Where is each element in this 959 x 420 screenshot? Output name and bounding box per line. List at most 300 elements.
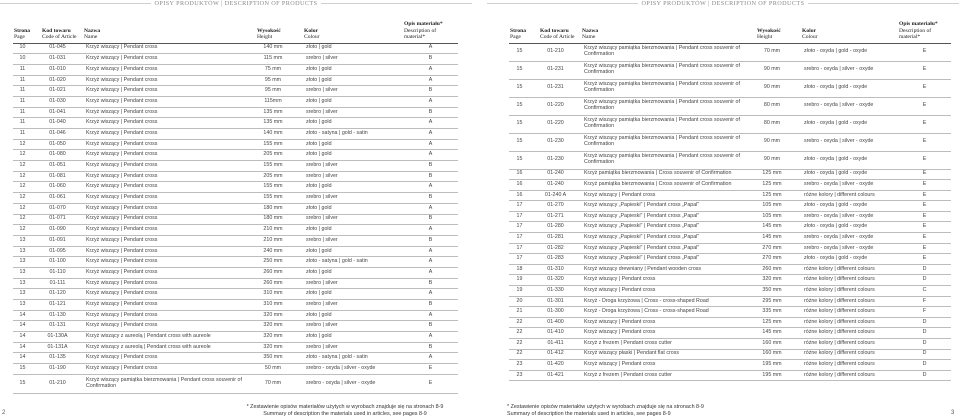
- row-code: 01-281: [530, 233, 581, 244]
- row-page: 22: [509, 349, 530, 360]
- row-height: 320 mm: [743, 275, 801, 286]
- table-header-row: [13, 21, 458, 43]
- row-height: 195 mm: [743, 370, 801, 381]
- row-page: 18: [509, 264, 530, 275]
- row-material: D: [898, 339, 951, 350]
- row-name: Krzyż wiszący pamiątka bierzmowania | Pendant cross souvenir of Confirmation: [581, 97, 743, 115]
- row-code: 01-110: [32, 267, 83, 278]
- row-material: B: [403, 54, 458, 65]
- row-name: Krzyż wiszący | Pendant cross: [83, 225, 243, 236]
- row-colour: różne kolory | different colours: [801, 317, 898, 328]
- row-colour: srebro | silver: [303, 86, 403, 97]
- row-name: Krzyż wiszący | Pendant cross: [83, 278, 243, 289]
- row-name: Krzyż wiszący „Papieski" | Pendant cross „Papal": [581, 201, 743, 212]
- row-height: 135 mm: [243, 107, 303, 118]
- row-page: 23: [509, 360, 530, 371]
- row-page: 21: [509, 307, 530, 318]
- row-page: 13: [13, 267, 32, 278]
- row-page: 23: [509, 370, 530, 381]
- row-page: 19: [509, 275, 530, 286]
- row-colour: srebro | silver: [303, 214, 403, 225]
- row-height: 145 mm: [743, 222, 801, 233]
- row-colour: srebro - oxyda | silver - oxyde: [303, 374, 403, 393]
- row-material: D: [898, 360, 951, 371]
- row-material: E: [898, 169, 951, 180]
- header-title: OPISY PRODUKTÓW | DESCRIPTION OF PRODUCTS: [641, 0, 805, 7]
- row-page: 14: [13, 310, 32, 321]
- row-page: 15: [509, 43, 530, 61]
- table-row: [509, 360, 951, 371]
- table-row: [13, 203, 458, 214]
- row-height: 135 mm: [243, 118, 303, 129]
- row-page: 11: [13, 75, 32, 86]
- table-row: [509, 286, 951, 297]
- row-height: 80 mm: [743, 115, 801, 133]
- row-code: 01-120: [32, 289, 83, 300]
- footnote-line-pl: * Zestawienie opisów materiałów użytych w wyrobach znajduje się na stronach 8-9: [507, 404, 704, 410]
- table-row: [13, 267, 458, 278]
- table-row: [509, 201, 951, 212]
- row-colour: złoto | gold: [303, 246, 403, 257]
- table-row: [13, 300, 458, 311]
- row-height: 160 mm: [743, 339, 801, 350]
- row-code: 01-135: [32, 353, 83, 364]
- row-material: E: [898, 79, 951, 97]
- row-material: A: [403, 182, 458, 193]
- col-page-header: Strona Page: [510, 27, 527, 40]
- row-material: A: [403, 64, 458, 75]
- row-height: 95 mm: [243, 86, 303, 97]
- row-name: Krzyż wiszący pamiątka bierzmowania | Pendant cross souvenir of Confirmation: [581, 43, 743, 61]
- row-page: 15: [509, 151, 530, 169]
- row-page: 19: [509, 286, 530, 297]
- row-code: 01-111: [32, 278, 83, 289]
- row-page: 17: [509, 211, 530, 222]
- row-name: Krzyż wiszący | Pendant cross: [83, 171, 243, 182]
- row-material: E: [898, 222, 951, 233]
- row-page: 15: [509, 133, 530, 151]
- table-row: [13, 332, 458, 343]
- row-code: 01-010: [32, 64, 83, 75]
- row-height: 205 mm: [243, 150, 303, 161]
- row-colour: srebro | silver: [303, 107, 403, 118]
- row-height: 310 mm: [243, 289, 303, 300]
- header-rule: [808, 3, 959, 4]
- row-height: 90 mm: [743, 151, 801, 169]
- row-name: Krzyż wiszący | Pendant cross: [83, 364, 243, 375]
- footnote: [210, 404, 480, 417]
- table-row: [509, 180, 951, 191]
- row-code: 01-081: [32, 171, 83, 182]
- row-page: 15: [509, 61, 530, 79]
- row-material: A: [403, 118, 458, 129]
- table-row: [509, 307, 951, 318]
- row-height: 115 mm: [243, 54, 303, 65]
- table-row: [13, 342, 458, 353]
- row-height: 155 mm: [243, 139, 303, 150]
- row-name: Krzyż wiszący | Pendant cross: [83, 43, 243, 54]
- row-name: Krzyż wiszący pamiątka bierzmowania | Pendant cross souvenir of Confirmation: [581, 61, 743, 79]
- row-name: Krzyż wiszący | Pendant cross: [83, 203, 243, 214]
- row-height: 295 mm: [743, 296, 801, 307]
- row-code: 01-231: [530, 79, 581, 97]
- row-name: Krzyż wiszący pamiątka bierzmowania | Pendant cross souvenir of Confirmation: [581, 151, 743, 169]
- row-code: 01-095: [32, 246, 83, 257]
- row-page: 16: [509, 169, 530, 180]
- row-height: 125 mm: [743, 180, 801, 191]
- row-page: 11: [13, 96, 32, 107]
- table-header-row: [509, 21, 951, 43]
- row-material: E: [898, 211, 951, 222]
- row-material: D: [898, 349, 951, 360]
- col-code-header: Kod towaru Code of Article: [42, 27, 77, 40]
- row-name: Krzyż wiszący drewniany | Pendant wooden cross: [581, 264, 743, 275]
- row-page: 20: [509, 296, 530, 307]
- row-page: 16: [509, 190, 530, 201]
- row-page: 13: [13, 300, 32, 311]
- row-colour: złoto | gold: [303, 267, 403, 278]
- row-code: 01-300: [530, 307, 581, 318]
- table-row: [13, 64, 458, 75]
- row-colour: srebro | silver: [303, 321, 403, 332]
- row-material: E: [898, 115, 951, 133]
- row-code: 01-046: [32, 129, 83, 140]
- row-name: Krzyż wiszący | Pendant cross: [83, 54, 243, 65]
- row-height: 260 mm: [743, 264, 801, 275]
- row-height: 335 mm: [743, 307, 801, 318]
- row-page: 14: [13, 342, 32, 353]
- row-material: E: [898, 133, 951, 151]
- row-code: 01-190: [32, 364, 83, 375]
- row-colour: różne kolory | different colours: [801, 349, 898, 360]
- row-material: F: [898, 307, 951, 318]
- footnote-right: [507, 404, 777, 417]
- row-page: 22: [509, 328, 530, 339]
- row-material: E: [403, 364, 458, 375]
- row-height: 210 mm: [243, 235, 303, 246]
- row-page: 13: [13, 289, 32, 300]
- row-height: 90 mm: [743, 79, 801, 97]
- row-name: Krzyż wiszący | Pendant cross: [83, 246, 243, 257]
- row-colour: srebro | silver: [303, 278, 403, 289]
- row-name: Krzyż wiszący | Pendant cross: [83, 300, 243, 311]
- table-row: [13, 75, 458, 86]
- row-material: D: [898, 328, 951, 339]
- row-name: Krzyż z frezem | Pendant cross cutter: [581, 339, 743, 350]
- row-name: Krzyż wiszący | Pendant cross: [83, 321, 243, 332]
- table-row: [509, 43, 951, 61]
- row-material: A: [403, 257, 458, 268]
- row-colour: złoto - oxyda | gold - oxyde: [801, 79, 898, 97]
- row-material: A: [403, 310, 458, 321]
- row-material: B: [403, 214, 458, 225]
- col-height-header: Wysokość Height: [757, 27, 781, 40]
- table-row: [13, 193, 458, 204]
- row-material: A: [403, 150, 458, 161]
- row-page: 12: [13, 139, 32, 150]
- row-code: 01-411: [530, 339, 581, 350]
- row-height: 70 mm: [743, 43, 801, 61]
- row-name: Krzyż wiszący | Pendant cross: [83, 64, 243, 75]
- row-material: A: [403, 267, 458, 278]
- row-name: Krzyż wiszący | Pendant cross: [581, 275, 743, 286]
- row-height: 140 mm: [243, 129, 303, 140]
- col-material-header: Opis materiału* Description of material*: [404, 21, 443, 40]
- row-code: 01-231: [530, 61, 581, 79]
- row-colour: różne kolory | different colours: [801, 370, 898, 381]
- header-title: OPISY PRODUKTÓW | DESCRIPTION OF PRODUCTS: [154, 0, 318, 7]
- row-colour: srebro | silver: [303, 235, 403, 246]
- row-colour: różne kolory | different colours: [801, 360, 898, 371]
- row-material: A: [403, 246, 458, 257]
- row-code: 01-210: [530, 43, 581, 61]
- row-material: A: [403, 289, 458, 300]
- table-row: [13, 54, 458, 65]
- row-height: 260 mm: [243, 267, 303, 278]
- row-name: Krzyż wiszący | Pendant cross: [83, 214, 243, 225]
- row-code: 01-330: [530, 286, 581, 297]
- row-colour: różne kolory | different colours: [801, 286, 898, 297]
- row-page: 17: [509, 254, 530, 265]
- row-height: 350 mm: [243, 353, 303, 364]
- row-code: 01-320: [530, 275, 581, 286]
- row-colour: srebro - oxyda | silver - oxyde: [801, 243, 898, 254]
- row-height: 155 mm: [243, 161, 303, 172]
- row-colour: srebro - oxyda | silver - oxyde: [801, 180, 898, 191]
- row-colour: srebro - oxyda | silver - oxyde: [801, 61, 898, 79]
- table-row: [13, 278, 458, 289]
- row-code: 01-091: [32, 235, 83, 246]
- row-height: 115mm: [243, 96, 303, 107]
- table-row: [509, 190, 951, 201]
- row-height: 125 mm: [743, 169, 801, 180]
- table-row: [509, 97, 951, 115]
- table-row: [509, 211, 951, 222]
- row-colour: różne kolory | different colours: [801, 190, 898, 201]
- table-row: [13, 118, 458, 129]
- row-code: 01-070: [32, 203, 83, 214]
- row-colour: złoto - oxyda | gold - oxyde: [801, 151, 898, 169]
- row-colour: różne kolory | different colours: [801, 264, 898, 275]
- row-code: 01-061: [32, 193, 83, 204]
- row-code: 01-420: [530, 360, 581, 371]
- row-height: 320 mm: [243, 332, 303, 343]
- row-name: Krzyż wiszący | Pendant cross: [83, 353, 243, 364]
- row-height: 195 mm: [743, 360, 801, 371]
- row-name: Krzyż wiszący pamiątka bierzmowania | Pendant cross souvenir of Confirmation: [581, 115, 743, 133]
- table-row: [509, 254, 951, 265]
- row-colour: złoto - oxyda | gold - oxyde: [801, 115, 898, 133]
- row-colour: złoto - satyna | gold - satin: [303, 129, 403, 140]
- row-code: 01-100: [32, 257, 83, 268]
- row-name: Krzyż wiszący | Pendant cross: [83, 86, 243, 97]
- row-name: Krzyż wiszący | Pendant cross: [581, 360, 743, 371]
- row-height: 145 mm: [743, 233, 801, 244]
- row-height: 270 mm: [743, 243, 801, 254]
- row-page: 13: [13, 246, 32, 257]
- row-name: Krzyż wiszący | Pendant cross: [83, 139, 243, 150]
- col-material-header: Opis materiału* Description of material*: [899, 21, 938, 40]
- row-colour: złoto | gold: [303, 64, 403, 75]
- row-name: Krzyż wiszący pamiątka bierzmowania | Pendant cross souvenir of Confirmation: [581, 79, 743, 97]
- row-colour: różne kolory | different colours: [801, 328, 898, 339]
- row-material: B: [403, 86, 458, 97]
- row-colour: srebro | silver: [303, 300, 403, 311]
- row-page: 15: [509, 97, 530, 115]
- row-name: Krzyż wiszący „Papieski" | Pendant cross „Papal": [581, 243, 743, 254]
- row-code: 01-282: [530, 243, 581, 254]
- row-height: 320 mm: [243, 310, 303, 321]
- col-name-header: Nazwa Name: [84, 27, 101, 40]
- col-code-header: Kod towaru Code of Article: [540, 27, 575, 40]
- table-row: [13, 214, 458, 225]
- row-material: A: [403, 332, 458, 343]
- row-code: 01-240 A: [530, 190, 581, 201]
- row-colour: srebro | silver: [303, 161, 403, 172]
- row-code: 01-131A: [32, 342, 83, 353]
- page-number-right: 3: [951, 410, 955, 416]
- row-material: A: [403, 353, 458, 364]
- row-code: 01-270: [530, 201, 581, 212]
- row-name: Krzyż pamiątka bierzmowania | Cross souvenir of Confirmation: [581, 180, 743, 191]
- row-height: 240 mm: [243, 246, 303, 257]
- row-code: 01-410: [530, 328, 581, 339]
- table-row: [509, 328, 951, 339]
- table-row: [509, 349, 951, 360]
- row-height: 75 mm: [243, 64, 303, 75]
- row-code: 01-040: [32, 118, 83, 129]
- footnote-line-pl: * Zestawienie opisów materiałów użytych w wyrobach znajduje się na stronach 8-9: [246, 404, 444, 410]
- row-height: 320 mm: [243, 342, 303, 353]
- row-name: Krzyż wiszący | Pendant cross: [83, 161, 243, 172]
- row-name: Krzyż wiszący pamiątka bierzmowania | Pendant cross souvenir of Confirmation: [581, 133, 743, 151]
- page-number-left: 2: [2, 410, 6, 416]
- row-colour: złoto | gold: [303, 150, 403, 161]
- row-name: Krzyż wiszący „Papieski" | Pendant cross „Papal": [581, 211, 743, 222]
- row-colour: złoto | gold: [303, 289, 403, 300]
- row-page: 12: [13, 225, 32, 236]
- row-material: D: [898, 275, 951, 286]
- row-name: Krzyż wiszący | Pendant cross: [83, 129, 243, 140]
- row-height: 180 mm: [243, 214, 303, 225]
- table-row: [13, 139, 458, 150]
- row-code: 01-240: [530, 180, 581, 191]
- col-colour-header: Kolor Colour: [802, 27, 818, 40]
- row-material: E: [898, 97, 951, 115]
- row-page: 10: [13, 43, 32, 54]
- row-material: E: [898, 254, 951, 265]
- row-height: 180 mm: [243, 203, 303, 214]
- table-row: [13, 374, 458, 393]
- row-colour: złoto - oxyda | gold - oxyde: [801, 222, 898, 233]
- row-material: B: [403, 300, 458, 311]
- row-material: A: [403, 43, 458, 54]
- row-code: 01-030: [32, 96, 83, 107]
- row-page: 17: [509, 222, 530, 233]
- row-material: B: [403, 278, 458, 289]
- row-page: 11: [13, 118, 32, 129]
- table-row: [509, 275, 951, 286]
- row-code: 01-045: [32, 43, 83, 54]
- header-band-left: [0, 0, 472, 7]
- table-row: [509, 233, 951, 244]
- row-colour: złoto - satyna | gold - satin: [303, 257, 403, 268]
- row-material: B: [403, 342, 458, 353]
- table-row: [13, 86, 458, 97]
- row-colour: srebro | silver: [303, 54, 403, 65]
- row-colour: srebro | silver: [303, 171, 403, 182]
- row-page: 15: [13, 364, 32, 375]
- row-material: A: [403, 139, 458, 150]
- row-name: Krzyż wiszący | Pendant cross: [83, 289, 243, 300]
- col-name-header: Nazwa Name: [582, 27, 599, 40]
- row-material: E: [898, 190, 951, 201]
- row-name: Krzyż pamiątka bierzmowania | Cross souvenir of Confirmation: [581, 169, 743, 180]
- table-row: [13, 353, 458, 364]
- row-name: Krzyż wiszący | Pendant cross: [581, 286, 743, 297]
- row-page: 12: [13, 214, 32, 225]
- row-material: B: [403, 107, 458, 118]
- row-name: Krzyż z frezem | Pendant cross cutter: [581, 370, 743, 381]
- row-name: Krzyż wiszący | Pendant cross: [83, 193, 243, 204]
- row-name: Krzyż wiszący | Pendant cross: [581, 317, 743, 328]
- row-name: Krzyż wiszący | Pendant cross: [83, 150, 243, 161]
- row-colour: złoto | gold: [303, 139, 403, 150]
- row-page: 11: [13, 64, 32, 75]
- footnote-line-en: Summary of description the materials used in articles, see pages 8-9: [507, 410, 671, 417]
- row-name: Krzyż wiszący „Papieski" | Pendant cross „Papal": [581, 233, 743, 244]
- row-colour: złoto | gold: [303, 310, 403, 321]
- row-material: A: [403, 96, 458, 107]
- row-colour: srebro - oxyda | silver - oxyde: [303, 364, 403, 375]
- table-row: [13, 161, 458, 172]
- row-page: 16: [509, 180, 530, 191]
- row-colour: różne kolory | different colours: [801, 339, 898, 350]
- row-code: 01-210: [32, 374, 83, 393]
- table-row: [13, 150, 458, 161]
- row-colour: srebro | silver: [303, 342, 403, 353]
- product-table-right: [509, 21, 951, 381]
- row-code: 01-230: [530, 151, 581, 169]
- row-code: 01-031: [32, 54, 83, 65]
- row-height: 310 mm: [243, 300, 303, 311]
- table-row: [509, 133, 951, 151]
- row-name: Krzyż wiszący | Pendant cross: [83, 96, 243, 107]
- row-page: 15: [509, 115, 530, 133]
- row-material: B: [403, 193, 458, 204]
- row-name: Krzyż wiszący | Pendant cross: [83, 75, 243, 86]
- row-colour: srebro - oxyda | silver - oxyde: [801, 97, 898, 115]
- row-page: 22: [509, 339, 530, 350]
- row-colour: złoto | gold: [303, 225, 403, 236]
- row-colour: srebro - oxyda | silver - oxyde: [801, 233, 898, 244]
- row-page: 22: [509, 317, 530, 328]
- table-row: [509, 61, 951, 79]
- row-page: 14: [13, 332, 32, 343]
- row-page: 17: [509, 201, 530, 212]
- table-row: [509, 243, 951, 254]
- row-name: Krzyż wiszący | Pendant cross: [83, 267, 243, 278]
- row-height: 210 mm: [243, 225, 303, 236]
- row-height: 50 mm: [243, 364, 303, 375]
- row-colour: złoto | gold: [303, 118, 403, 129]
- header-rule: [321, 3, 472, 4]
- header-rule: [0, 3, 151, 4]
- row-name: Krzyż wiszący pamiątka bierzmowania | Pendant cross souvenir of Confirmation: [83, 374, 243, 393]
- row-name: Krzyż wiszący z aureolą | Pendant cross with aureole: [83, 342, 243, 353]
- row-colour: złoto - oxyda | gold - oxyde: [801, 254, 898, 265]
- row-material: F: [898, 296, 951, 307]
